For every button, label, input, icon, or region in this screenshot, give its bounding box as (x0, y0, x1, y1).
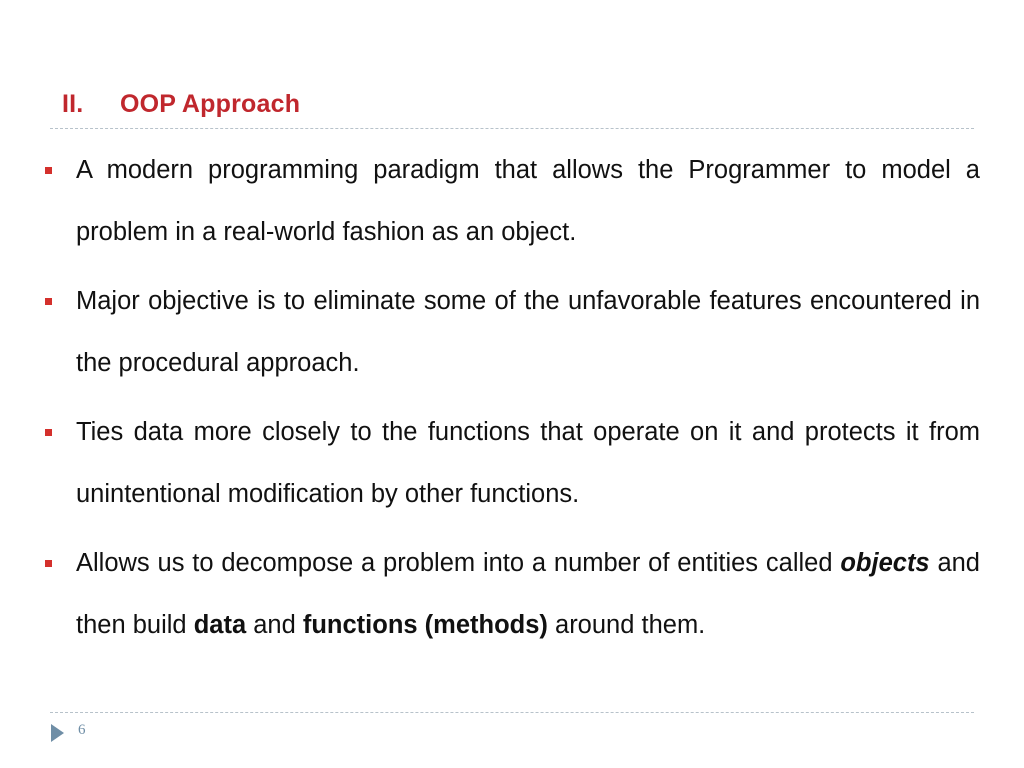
square-bullet-icon (45, 560, 52, 567)
title-number: II. (62, 90, 84, 118)
footer-divider (50, 712, 974, 713)
page-number: 6 (78, 722, 86, 738)
emphasis-functions: functions (methods) (302, 610, 548, 639)
bullet-text: A modern programming paradigm that allows the Programmer to model a problem in a real-world fashion as an object. (76, 156, 980, 246)
bullet-item (44, 271, 980, 394)
bullet-text: Major objective is to eliminate some of the unfavorable features encountered in the procedural approach. (76, 287, 980, 377)
bullet-text (76, 533, 980, 656)
bullet-text-part: around them. (547, 610, 706, 639)
bullet-text-part: Allows us to decompose a problem into a number of entities called (76, 549, 841, 577)
bullet-text-part: and (246, 610, 303, 639)
bullet-list (44, 140, 980, 664)
bullet-item (44, 533, 980, 656)
bullet-text: Ties data more closely to the functions that operate on it and protects it from unintentional modification by other functions. (76, 418, 980, 508)
bullet-item (44, 402, 980, 525)
title-divider (50, 128, 974, 129)
bullet-text-part: and then build (76, 549, 980, 639)
square-bullet-icon (45, 429, 52, 436)
square-bullet-icon (45, 298, 52, 305)
emphasis-data: data (193, 610, 247, 639)
title-text: OOP Approach (120, 90, 301, 118)
square-bullet-icon (45, 167, 52, 174)
slide-title (62, 90, 300, 119)
emphasis-objects: objects (840, 549, 930, 577)
play-triangle-icon (51, 724, 64, 742)
bullet-item (44, 140, 980, 263)
